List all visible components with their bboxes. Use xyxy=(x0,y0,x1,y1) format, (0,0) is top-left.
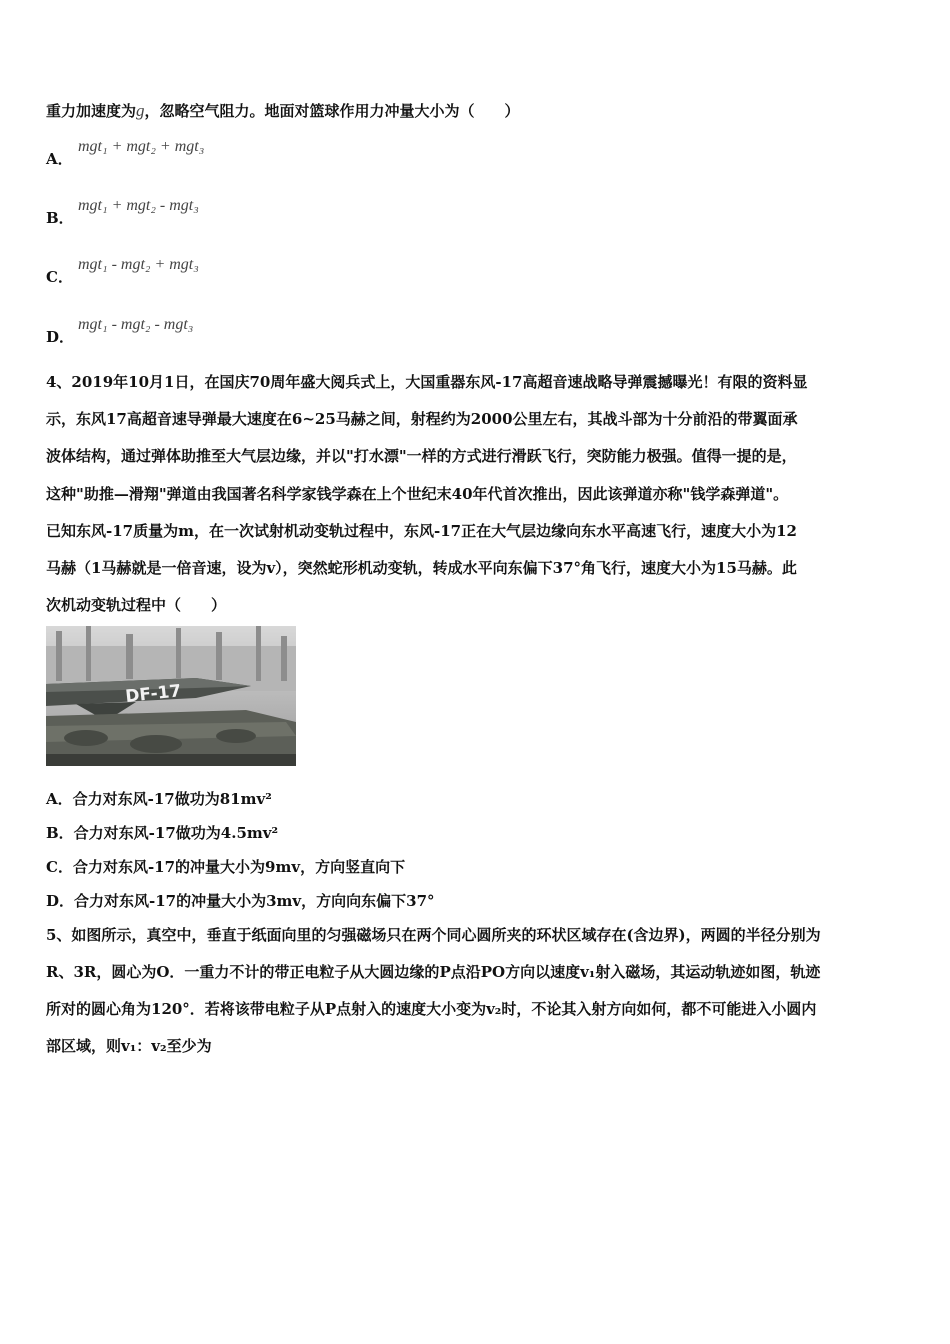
q4-stem-line: 示，东风17高超音速导弹最大速度在6~25马赫之间，射程约为2000公里左右，其战斗部为十分前沿的带翼面承 xyxy=(46,410,798,428)
q3-stem-rest: ，忽略空气阻力。地面对篮球作用力冲量大小为（ ） xyxy=(144,102,520,120)
q5-stem-line: R、3R，圆心为O．一重力不计的带正电粒子从大圆边缘的P点沿PO方向以速度v₁射入磁场，其运动轨迹如图，轨迹 xyxy=(46,963,821,981)
df17-label: DF-17 xyxy=(124,681,183,707)
q4-stem-line: 这种"助推—滑翔"弹道由我国著名科学家钱学森在上个世纪末40年代首次推出，因此该弹道亦称"钱学森弹道"。 xyxy=(46,485,789,503)
option-label: A． xyxy=(46,150,73,168)
q4-stem-line: 马赫（1马赫就是一倍音速，设为v），突然蛇形机动变轨，转成水平向东偏下37°角飞行，速度大小为15马赫。此 xyxy=(46,559,797,577)
option-formula: mgt₁ + mgt₂ - mgt₃ xyxy=(78,197,199,214)
q4-stem-line: 波体结构，通过弹体助推至大气层边缘，并以"打水漂"一样的方式进行滑跃飞行，突防能力极强。值得一提的是， xyxy=(46,447,797,465)
option-formula: mgt₁ - mgt₂ + mgt₃ xyxy=(78,256,199,273)
q4-option-a: A．合力对东风-17做功为81mv² xyxy=(46,790,272,808)
q4-stem-line: 次机动变轨过程中（ ） xyxy=(46,596,227,614)
q4-option-c: C．合力对东风-17的冲量大小为9mv，方向竖直向下 xyxy=(46,858,406,876)
q4-stem-line: 4、2019年10月1日，在国庆70周年盛大阅兵式上，大国重器东风-17高超音速战略导弹震撼曝光！有限的资料显 xyxy=(46,373,808,391)
option-label: C． xyxy=(46,268,73,286)
q5-stem-line: 5、如图所示，真空中，垂直于纸面向里的匀强磁场只在两个同心圆所夹的环状区域存在(含边界)，两圆的半径分别为 xyxy=(46,926,821,944)
q4-option-d: D．合力对东风-17的冲量大小为3mv，方向向东偏下37° xyxy=(46,892,435,910)
option-formula: mgt₁ + mgt₂ + mgt₃ xyxy=(78,138,205,155)
q3-stem xyxy=(46,101,520,121)
df17-missile-photo xyxy=(46,626,296,766)
q3-stem-intro: 重力加速度为 xyxy=(46,102,137,120)
q4-option-b: B．合力对东风-17做功为4.5mv² xyxy=(46,824,279,842)
option-label: D． xyxy=(46,328,75,346)
q4-stem-line: 已知东风-17质量为m，在一次试射机动变轨过程中，东风-17正在大气层边缘向东水平高速飞行，速度大小为12 xyxy=(46,522,797,540)
q5-stem-line: 所对的圆心角为120°．若将该带电粒子从P点射入的速度大小变为v₂时，不论其入射方向如何，都不可能进入小圆内 xyxy=(46,1000,817,1018)
g-symbol: g xyxy=(136,101,145,120)
option-label: B． xyxy=(46,209,74,227)
q5-stem-line: 部区域，则v₁：v₂至少为 xyxy=(46,1037,212,1055)
option-formula: mgt₁ - mgt₂ - mgt₃ xyxy=(78,316,194,333)
missile-illustration xyxy=(46,626,296,766)
